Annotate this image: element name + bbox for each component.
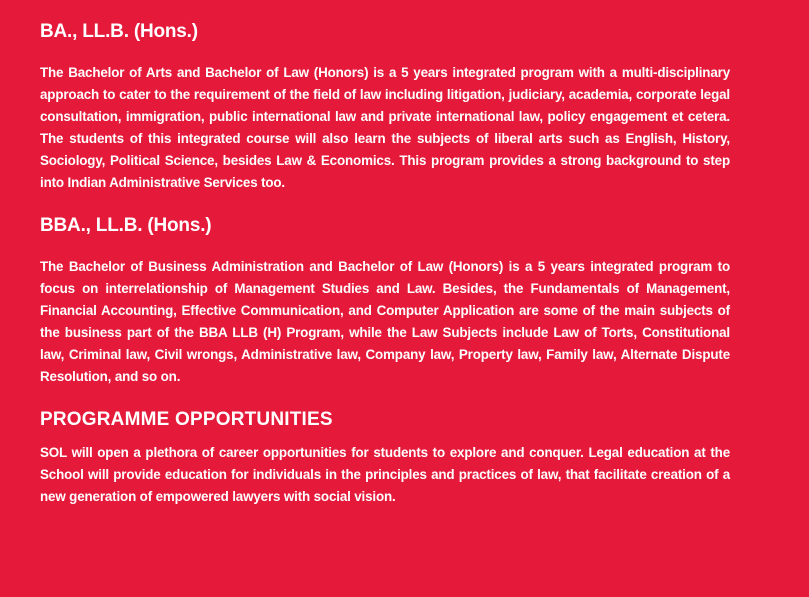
section-heading: PROGRAMME OPPORTUNITIES <box>40 409 333 430</box>
section-paragraph: The Bachelor of Arts and Bachelor of Law (Honors) is a 5 years integrated program with a multi-disciplinary approach to cater to the requirement of the field of law including litigation, judiciary, academia, corporate legal consultation, immigration, public international law and private international law, policy engagement et cetera. The students of this integrated course will also learn the subjects of liberal arts such as English, History, Sociology, Political Science, besides Law & Economics. This program provides a strong background to step into Indian Administrative Services too. <box>40 65 730 190</box>
section-heading: BA., LL.B. (Hons.) <box>40 21 198 42</box>
section-ba-llb <box>40 20 730 194</box>
section-paragraph: The Bachelor of Business Administration and Bachelor of Law (Honors) is a 5 years integrated program to focus on interrelationship of Management Studies and Law. Besides, the Fundamentals of Management, Financial Accounting, Effective Communication, and Computer Application are some of the main subjects of the business part of the BBA LLB (H) Program, while the Law Subjects include Law of Torts, Constitutional law, Criminal law, Civil wrongs, Administrative law, Company law, Property law, Family law, Alternate Dispute Resolution, and so on. <box>40 259 730 384</box>
section-paragraph: SOL will open a plethora of career opportunities for students to explore and conquer. Legal education at the School will provide education for individuals in the principles and practices of law, that facilitate creation of a new generation of empowered lawyers with social vision. <box>40 445 730 504</box>
section-bba-llb <box>40 214 730 388</box>
section-heading: BBA., LL.B. (Hons.) <box>40 215 212 236</box>
section-programme-opportunities <box>40 408 730 508</box>
